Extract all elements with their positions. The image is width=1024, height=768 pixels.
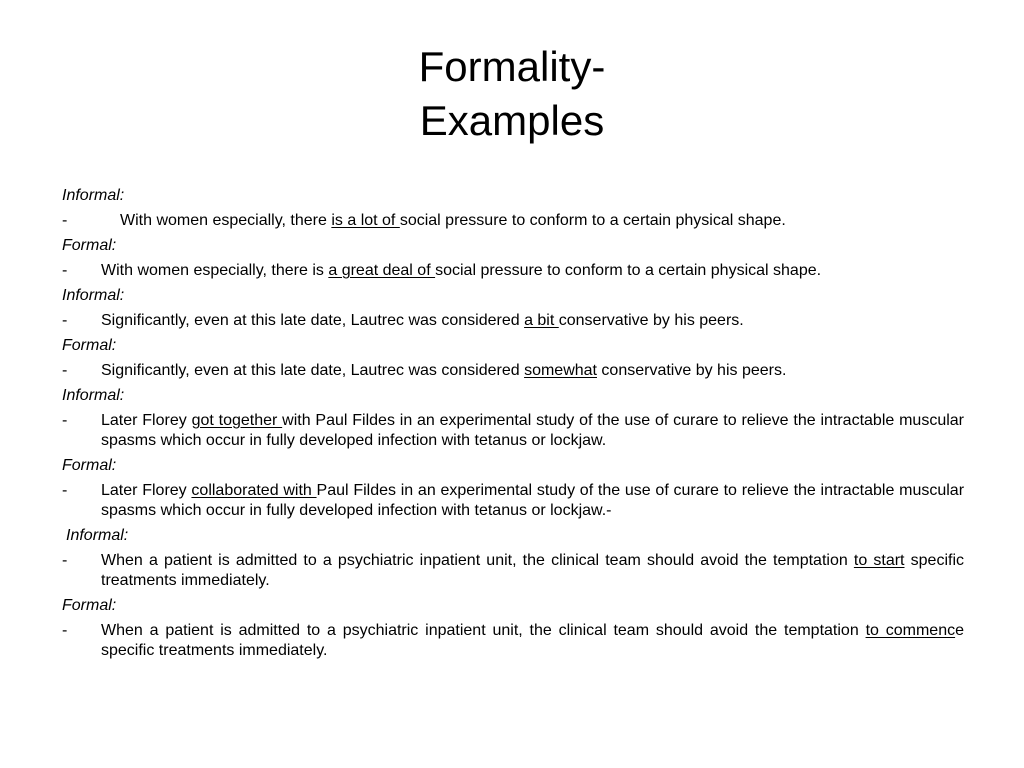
- slide-title: [0, 40, 1024, 148]
- example-sentence-8: [62, 619, 964, 664]
- example-label-3: Informal:: [62, 287, 125, 304]
- sentence-after: Paul Fildes in an experimental study of the use of curare to relieve the intractable muscular spasms which occur in fully developed infection with tetanus or lockjaw.-: [101, 482, 965, 519]
- example-label-7: Informal:: [66, 527, 129, 544]
- sentence-text: [101, 411, 964, 451]
- bullet-dash: -: [62, 312, 68, 329]
- example-label-4: Formal:: [62, 337, 117, 354]
- underlined-phrase: to commenc: [865, 622, 956, 639]
- sentence-before: Significantly, even at this late date, Lautrec was considered: [101, 312, 525, 329]
- underlined-phrase: a bit: [524, 312, 559, 329]
- example-sentence-3: [62, 309, 964, 334]
- bullet-dash: -: [62, 362, 68, 379]
- example-sentence-6: [62, 479, 964, 524]
- sentence-after: specific treatments immediately.: [101, 552, 964, 589]
- sentence-before: When a patient is admitted to a psychiatric inpatient unit, the clinical team should avoid the temptation: [101, 552, 854, 569]
- bullet-dash: -: [62, 622, 68, 639]
- sentence-after: e specific treatments immediately.: [101, 622, 964, 659]
- bullet-dash: -: [62, 262, 68, 279]
- sentence-before: With women especially, there: [120, 212, 332, 229]
- examples-list: [62, 184, 964, 664]
- example-sentence-5: [62, 409, 964, 454]
- sentence-text: [101, 261, 964, 281]
- example-sentence-2: [62, 259, 964, 284]
- bullet-dash: -: [62, 482, 68, 499]
- title-line-2: Examples: [419, 97, 605, 144]
- example-sentence-1: [62, 209, 964, 234]
- bullet-dash: -: [62, 212, 68, 229]
- sentence-after: conservative by his peers.: [558, 312, 744, 329]
- sentence-before: Later Florey: [101, 412, 192, 429]
- example-sentence-7: [62, 549, 964, 594]
- underlined-phrase: somewhat: [524, 362, 597, 379]
- sentence-before: Later Florey: [101, 482, 192, 499]
- title-line-1: Formality-: [418, 43, 606, 90]
- sentence-text: [101, 551, 964, 591]
- sentence-after: social pressure to conform to a certain physical shape.: [435, 262, 822, 279]
- sentence-text: [101, 621, 964, 661]
- underlined-phrase: is a lot of: [331, 212, 400, 229]
- example-label-8: Formal:: [62, 597, 117, 614]
- sentence-after: social pressure to conform to a certain physical shape.: [399, 212, 786, 229]
- bullet-dash: -: [62, 412, 68, 429]
- underlined-phrase: to start: [853, 552, 905, 569]
- sentence-text: [120, 211, 964, 231]
- example-label-5: Informal:: [62, 387, 125, 404]
- example-label-1: Informal:: [62, 187, 125, 204]
- sentence-before: With women especially, there is: [101, 262, 329, 279]
- example-label-2: Formal:: [62, 237, 117, 254]
- underlined-phrase: a great deal of: [328, 262, 436, 279]
- example-sentence-4: [62, 359, 964, 384]
- sentence-text: [101, 481, 964, 521]
- sentence-after: conservative by his peers.: [596, 362, 787, 379]
- underlined-phrase: collaborated with: [191, 482, 317, 499]
- sentence-before: Significantly, even at this late date, Lautrec was considered: [101, 362, 525, 379]
- example-label-6: Formal:: [62, 457, 117, 474]
- sentence-before: When a patient is admitted to a psychiatric inpatient unit, the clinical team should avoid the temptation: [101, 622, 866, 639]
- bullet-dash: -: [62, 552, 68, 569]
- sentence-text: [101, 361, 964, 381]
- sentence-text: [101, 311, 964, 331]
- underlined-phrase: got together: [191, 412, 283, 429]
- sentence-after: with Paul Fildes in an experimental study of the use of curare to relieve the intractable muscular spasms which occur in fully developed infection with tetanus or lockjaw.: [101, 412, 965, 449]
